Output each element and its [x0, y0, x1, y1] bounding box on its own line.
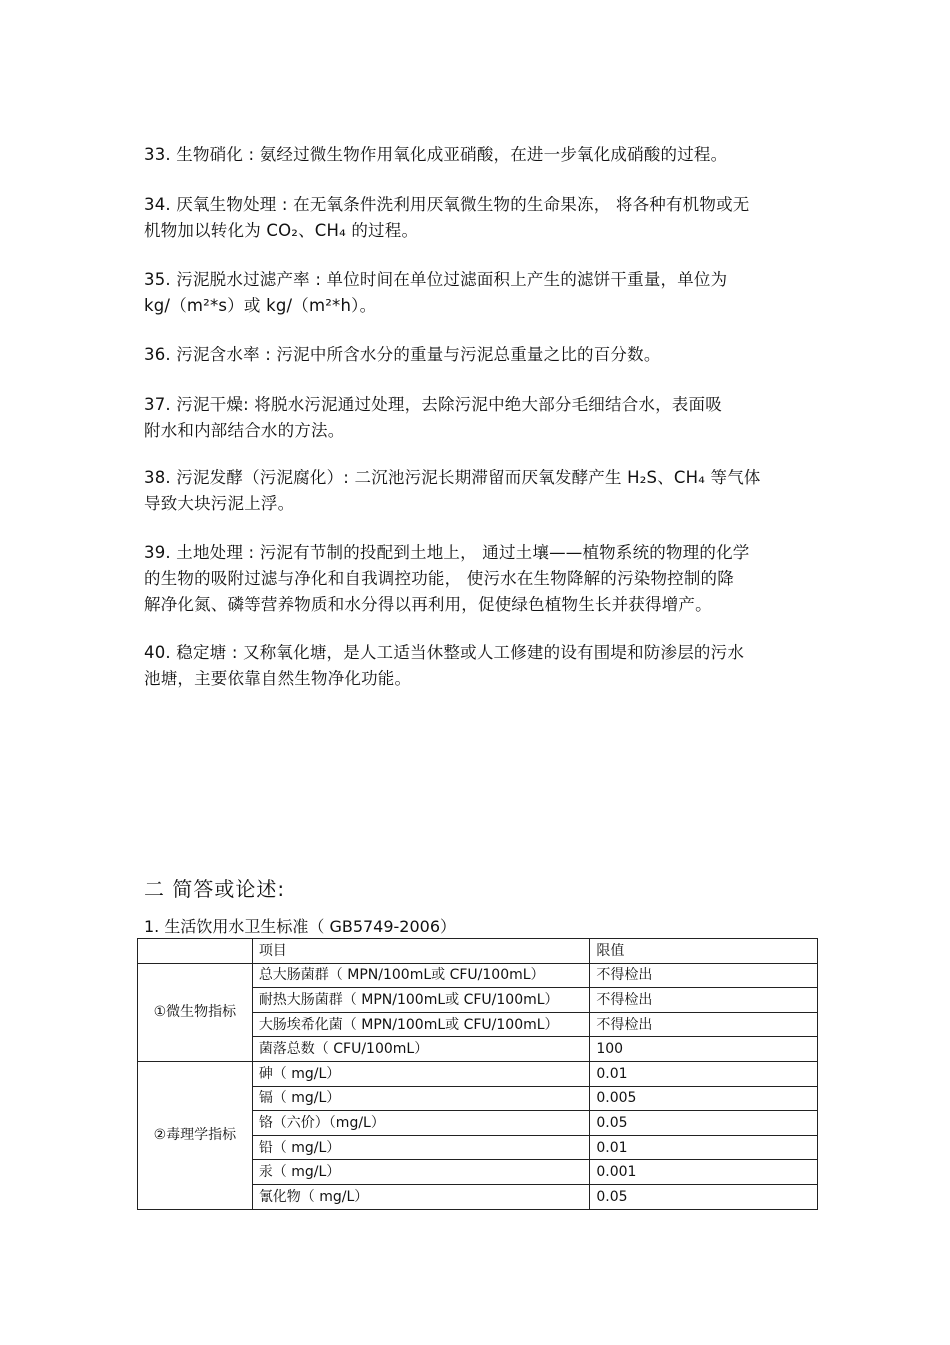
- table-cell-item: 耐热大肠菌群（ MPN/100mL或 CFU/100mL）: [252, 988, 590, 1013]
- definition-line: 35. 污泥脱水过滤产率 : 单位时间在单位过滤面积上产生的滤饼干重量，单位为: [144, 270, 728, 289]
- definition-line: 附水和内部结合水的方法。: [144, 421, 345, 440]
- definition-line: 池塘，主要依靠自然生物净化功能。: [144, 669, 412, 688]
- table-row: [138, 1061, 818, 1086]
- definition-line: 的生物的吸附过滤与净化和自我调控功能， 使污水在生物降解的污染物控制的降: [144, 569, 734, 588]
- table-cell-limit: 不得检出: [590, 1012, 818, 1037]
- definition-line: 34. 厌氧生物处理 : 在无氧条件洗利用厌氧微生物的生命果冻， 将各种有机物或无: [144, 195, 750, 214]
- definition-38: [144, 465, 814, 517]
- table-cell-item: 菌落总数（ CFU/100mL）: [252, 1037, 590, 1062]
- table-cell-item: 总大肠菌群（ MPN/100mL或 CFU/100mL）: [252, 963, 590, 988]
- table-cell-item: 氰化物（ mg/L）: [252, 1184, 590, 1209]
- table-cell-limit: 0.01: [590, 1061, 818, 1086]
- table-cell-item: 汞（ mg/L）: [252, 1160, 590, 1185]
- definition-line: 38. 污泥发酵（污泥腐化）: 二沉池污泥长期滞留而厌氧发酵产生 H₂S、CH₄ 等气体: [144, 468, 761, 487]
- definition-37: [144, 392, 814, 444]
- table-cell-limit: 0.01: [590, 1135, 818, 1160]
- table-cell-item: 砷（ mg/L）: [252, 1061, 590, 1086]
- table-header-row: [138, 939, 818, 964]
- group-label-microbial: ①微生物指标: [138, 963, 253, 1061]
- table-row: [138, 963, 818, 988]
- definition-line: 机物加以转化为 CO₂、CH₄ 的过程。: [144, 221, 419, 240]
- table-cell-limit: 不得检出: [590, 988, 818, 1013]
- table-cell-limit: 100: [590, 1037, 818, 1062]
- water-standard-table: [137, 938, 818, 1210]
- table-cell-limit: 不得检出: [590, 963, 818, 988]
- table-caption: 1. 生活饮用水卫生标准（ GB5749-2006）: [144, 917, 457, 936]
- definition-33: [144, 142, 814, 168]
- definition-line: 40. 稳定塘 : 又称氧化塘，是人工适当休整或人工修建的设有围堤和防渗层的污水: [144, 643, 745, 662]
- table-cell-item: 铅（ mg/L）: [252, 1135, 590, 1160]
- definition-line: 导致大块污泥上浮。: [144, 494, 295, 513]
- group-label-toxicological: ②毒理学指标: [138, 1061, 253, 1209]
- definition-line: kg/（m²*s）或 kg/（m²*h）。: [144, 296, 377, 315]
- definition-34: [144, 192, 814, 244]
- section-heading: 二 简答或论述:: [144, 877, 286, 901]
- table-cell-limit: 0.05: [590, 1184, 818, 1209]
- table-cell-limit: 0.005: [590, 1086, 818, 1111]
- definition-35: [144, 267, 814, 319]
- table-cell-limit: 0.05: [590, 1111, 818, 1136]
- definition-36: [144, 342, 814, 368]
- definition-line: 39. 土地处理 : 污泥有节制的投配到土地上， 通过土壤——植物系统的物理的化学: [144, 543, 750, 562]
- table-cell-item: 铬（六价）（mg/L）: [252, 1111, 590, 1136]
- definition-40: [144, 640, 814, 692]
- definition-line: 37. 污泥干燥: 将脱水污泥通过处理，去除污泥中绝大部分毛细结合水，表面吸: [144, 395, 722, 414]
- definition-line: 33. 生物硝化 : 氨经过微生物作用氧化成亚硝酸，在进一步氧化成硝酸的过程。: [144, 145, 728, 164]
- definition-39: [144, 540, 814, 618]
- table-cell-item: 大肠埃希化菌（ MPN/100mL或 CFU/100mL）: [252, 1012, 590, 1037]
- definition-line: 解净化氮、磷等营养物质和水分得以再利用，促使绿色植物生长并获得增产。: [144, 595, 712, 614]
- definition-line: 36. 污泥含水率 : 污泥中所含水分的重量与污泥总重量之比的百分数。: [144, 345, 661, 364]
- table-cell-limit: 0.001: [590, 1160, 818, 1185]
- table-header-limit: 限值: [590, 939, 818, 964]
- table-header-item: 项目: [252, 939, 590, 964]
- table-cell-item: 镉（ mg/L）: [252, 1086, 590, 1111]
- table-header-empty: [138, 939, 253, 964]
